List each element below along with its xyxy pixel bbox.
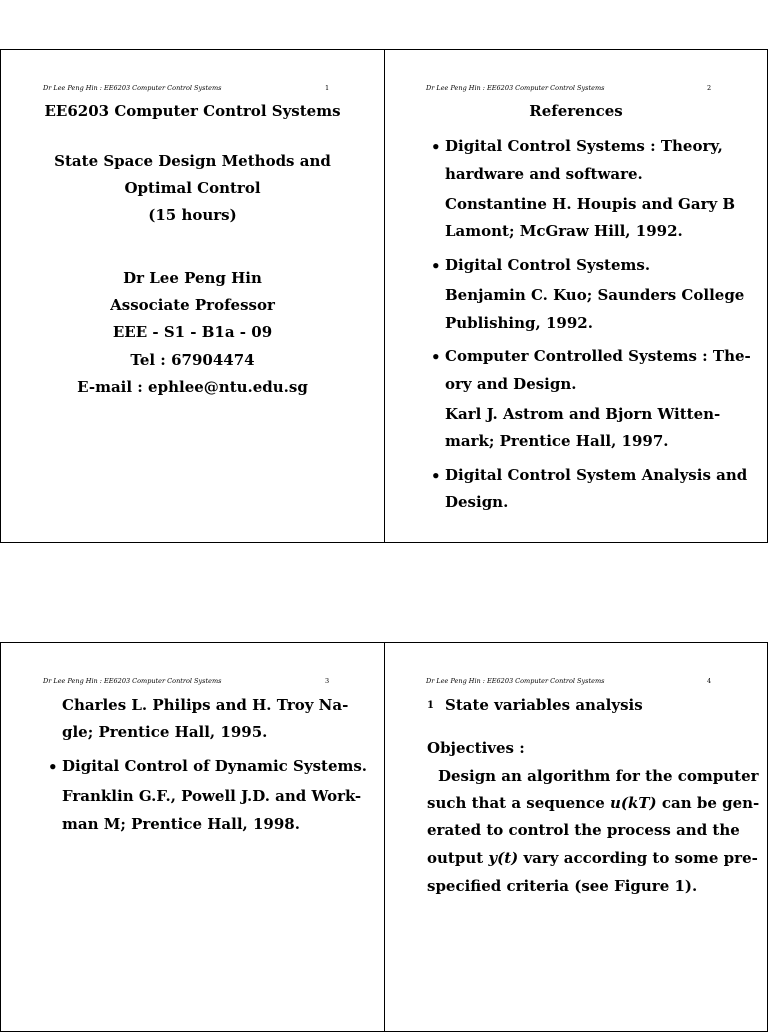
ref3-line1: Computer Controlled Systems : The- xyxy=(445,347,751,365)
objective-line2 xyxy=(427,794,759,812)
section-title: State variables analysis xyxy=(445,696,643,714)
ref5-line2: Franklin G.F., Powell J.D. and Work- xyxy=(62,787,362,805)
ref1-line4: Lamont; McGraw Hill, 1992. xyxy=(445,222,683,240)
ref2-line1: Digital Control Systems. xyxy=(445,256,651,274)
math-y-t: y(t) xyxy=(488,849,519,867)
page-number: 1 xyxy=(325,84,330,92)
ref5-line1: Digital Control of Dynamic Systems. xyxy=(62,757,368,775)
bullet-icon: • xyxy=(431,348,441,366)
objective-line2-text-end: can be gen- xyxy=(656,794,760,812)
ref2-line3: Publishing, 1992. xyxy=(445,314,593,332)
running-header: Dr Lee Peng Hin : EE6203 Computer Control Systems xyxy=(426,677,605,685)
math-u-kT: u(kT) xyxy=(610,794,657,812)
lecturer-email: E-mail : ephlee@ntu.edu.sg xyxy=(77,378,308,396)
ref-continued-line2: gle; Prentice Hall, 1995. xyxy=(62,723,268,741)
objective-line2-text: such that a sequence xyxy=(427,794,610,812)
page-number: 4 xyxy=(707,677,712,685)
section-number: 1 xyxy=(427,700,434,711)
objective-line4 xyxy=(427,849,758,867)
slide-1 xyxy=(0,49,385,543)
page-number: 3 xyxy=(325,677,330,685)
ref1-line3: Constantine H. Houpis and Gary B xyxy=(445,195,736,213)
objective-line5: specified criteria (see Figure 1). xyxy=(427,877,698,895)
slide-3 xyxy=(0,642,385,1032)
ref-continued-line1: Charles L. Philips and H. Troy Na- xyxy=(62,696,349,714)
ref3-line2: ory and Design. xyxy=(445,375,577,393)
objective-line3: erated to control the process and the xyxy=(427,821,740,839)
ref1-line1: Digital Control Systems : Theory, xyxy=(445,137,723,155)
lecturer-office: EEE - S1 - B1a - 09 xyxy=(112,323,273,341)
objectives-label: Objectives : xyxy=(427,739,525,757)
topic-line-1: State Space Design Methods and xyxy=(54,152,331,170)
bullet-icon: • xyxy=(431,467,441,485)
running-header: Dr Lee Peng Hin : EE6203 Computer Control Systems xyxy=(426,84,605,92)
running-header: Dr Lee Peng Hin : EE6203 Computer Control Systems xyxy=(43,677,222,685)
ref1-line2: hardware and software. xyxy=(445,165,643,183)
ref4-line2: Design. xyxy=(445,493,509,511)
course-hours: (15 hours) xyxy=(148,206,237,224)
bullet-icon: • xyxy=(431,138,441,156)
course-title: EE6203 Computer Control Systems xyxy=(44,102,341,120)
slide-4 xyxy=(384,642,768,1032)
ref3-line4: mark; Prentice Hall, 1997. xyxy=(445,432,669,450)
lecturer-position: Associate Professor xyxy=(110,296,275,314)
objective-line4-text: output xyxy=(427,849,489,867)
objective-line1: Design an algorithm for the computer xyxy=(438,767,759,785)
ref3-line3: Karl J. Astrom and Bjorn Witten- xyxy=(445,405,721,423)
topic-line-2: Optimal Control xyxy=(124,179,261,197)
bullet-icon: • xyxy=(48,758,58,776)
lecturer-name: Dr Lee Peng Hin xyxy=(123,269,262,287)
page-number: 2 xyxy=(707,84,712,92)
ref4-line1: Digital Control System Analysis and xyxy=(445,466,748,484)
ref5-line3: man M; Prentice Hall, 1998. xyxy=(62,815,300,833)
lecturer-tel: Tel : 67904474 xyxy=(130,351,255,369)
bullet-icon: • xyxy=(431,257,441,275)
running-header: Dr Lee Peng Hin : EE6203 Computer Control Systems xyxy=(43,84,222,92)
ref2-line2: Benjamin C. Kuo; Saunders College xyxy=(445,286,745,304)
references-title: References xyxy=(529,102,623,120)
slide-2 xyxy=(384,49,768,543)
objective-line4-text-end: vary according to some pre- xyxy=(518,849,758,867)
